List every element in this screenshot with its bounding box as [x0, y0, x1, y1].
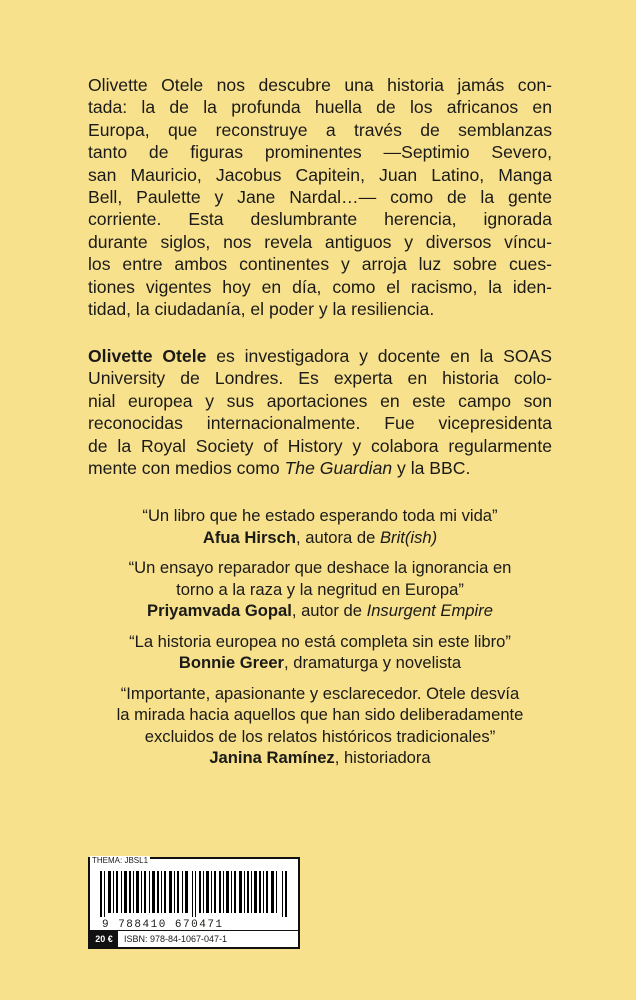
review-quote: [60, 683, 580, 769]
review-quotes: [60, 505, 580, 778]
synopsis-line: tidad, la ciudadanía, el poder y la resiliencia.: [88, 299, 435, 320]
synopsis-line: tada: la de la profunda huella de los africanos en: [88, 97, 552, 118]
quote-author: Afua Hirsch: [202, 527, 297, 547]
barcode-icon: [100, 871, 290, 917]
publication-name: The Guardian: [284, 458, 393, 479]
bio-line: de la Royal Society of History y colabora regularmente: [88, 435, 552, 456]
quote-attribution: Afua Hirsch, autora de Brit(ish): [202, 527, 438, 547]
synopsis-line: tanto de figuras prominentes —Septimio Severo,: [88, 142, 552, 163]
synopsis-paragraph: [88, 74, 552, 320]
synopsis-line: Olivette Otele nos descubre una historia jamás con-: [88, 75, 552, 95]
review-quote: [60, 631, 580, 674]
quote-author: Priyamvada Gopal: [147, 601, 292, 620]
barcode-panel: [88, 857, 300, 949]
quote-text: “Importante, apasionante y esclarecedor. Otele desvía: [120, 683, 520, 703]
price-label: 20 €: [90, 931, 118, 947]
review-quote: [60, 505, 580, 548]
quote-text: “Un libro que he estado esperando toda mi vida”: [142, 506, 498, 525]
quote-text: la mirada hacia aquellos que han sido deliberadamente: [116, 705, 524, 724]
synopsis-line: corriente. Esta deslumbrante herencia, ignorada: [88, 209, 552, 230]
quote-text: torno a la raza y la negritud en Europa”: [176, 579, 464, 599]
review-quote: [60, 557, 580, 622]
quote-text: excluidos de los relatos históricos tradicionales”: [144, 726, 496, 746]
quote-text: “La historia europea no está completa sin este libro”: [129, 631, 511, 651]
isbn-label: ISBN: 978-84-1067-047-1: [124, 934, 228, 944]
bio-line: Olivette Otele es investigadora y docente en la SOAS: [88, 346, 552, 366]
synopsis-line: Europa, que reconstruye a través de semblanzas: [88, 119, 552, 140]
synopsis-line: tiones vigentes hoy en día, como el racismo, la iden-: [88, 276, 552, 297]
synopsis-line: durante siglos, nos revela antiguos y diversos víncu-: [88, 231, 552, 252]
synopsis-line: los entre ambos continentes y arroja luz sobre cues-: [88, 254, 552, 275]
quote-author: Janina Ramínez: [209, 748, 335, 767]
author-name: Olivette Otele: [88, 346, 207, 366]
price-row: [90, 930, 298, 947]
quote-attribution: Bonnie Greer, dramaturga y novelista: [178, 653, 462, 672]
ean-number: 9 788410 670471: [102, 919, 224, 931]
quote-attribution: Janina Ramínez, historiadora: [209, 748, 431, 767]
author-bio: [88, 345, 552, 479]
bio-line: nial europea y sus aportaciones en este campo son: [88, 390, 552, 411]
quote-attribution: Priyamvada Gopal, autor de Insurgent Empire: [147, 601, 493, 620]
bio-line: reconocidas internacionalmente. Fue vicepresidenta: [88, 413, 552, 434]
synopsis-line: san Mauricio, Jacobus Capitein, Juan Latino, Manga: [88, 164, 552, 185]
bio-line: mente con medios como The Guardian y la BBC.: [88, 458, 471, 479]
quote-author: Bonnie Greer: [178, 653, 285, 672]
bio-line: University de Londres. Es experta en historia colo-: [88, 368, 552, 389]
synopsis-line: Bell, Paulette y Jane Nardal…— como de la gente: [88, 187, 552, 208]
thema-code: THEMA: JBSL1: [92, 856, 149, 865]
quote-text: “Un ensayo reparador que deshace la ignorancia en: [128, 558, 512, 577]
